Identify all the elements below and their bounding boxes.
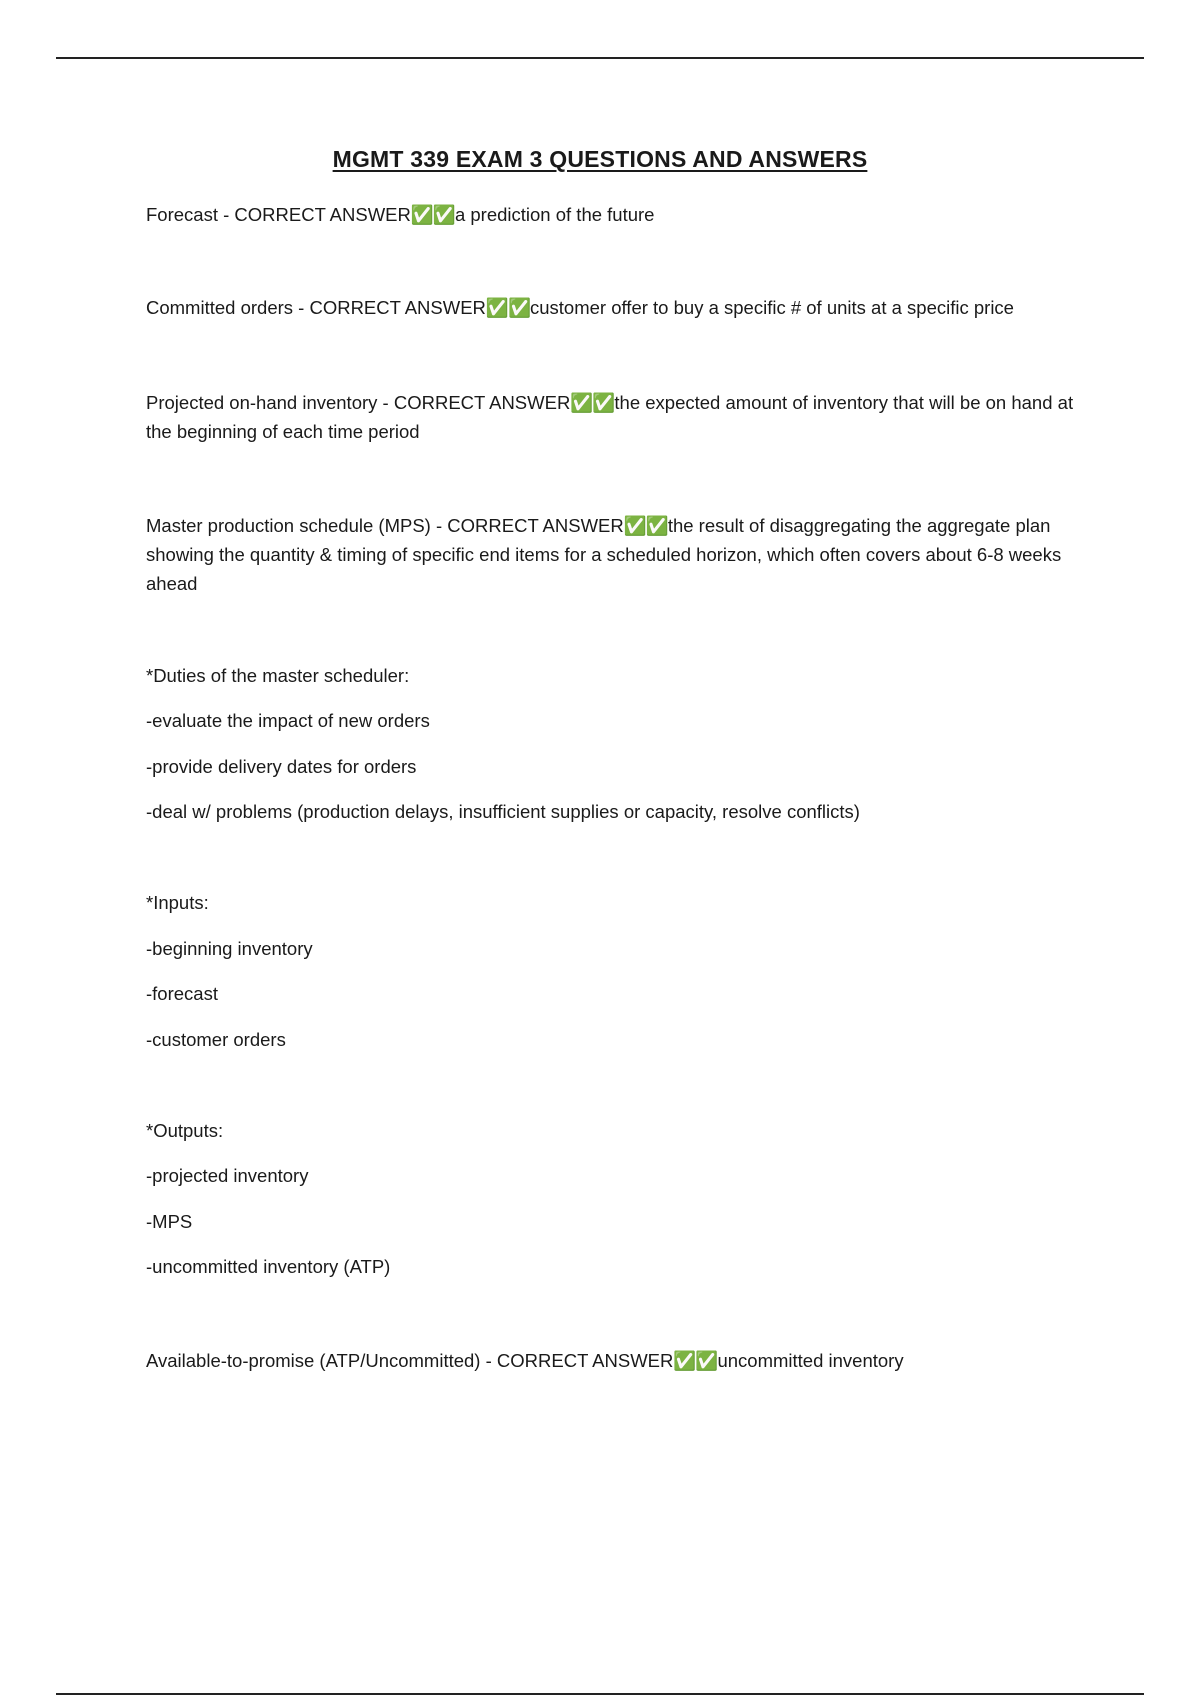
qa-separator: - CORRECT ANSWER [480, 1350, 674, 1371]
duty-item: -deal w/ problems (production delays, insufficient supplies or capacity, resolve conflicts) [146, 801, 860, 822]
double-check-icon: ✅✅ [410, 204, 455, 225]
qa-separator: - CORRECT ANSWER [293, 297, 486, 318]
qa-term: Forecast [146, 204, 218, 225]
qa-separator: - CORRECT ANSWER [377, 392, 571, 413]
input-item: -customer orders [146, 1029, 286, 1050]
qa-entry-atp [146, 1346, 1086, 1375]
duty-item: -evaluate the impact of new orders [146, 710, 430, 731]
qa-entry-mps [146, 511, 1086, 598]
qa-separator: - CORRECT ANSWER [430, 515, 624, 536]
double-check-icon: ✅✅ [570, 392, 615, 413]
qa-answer: customer offer to buy a specific # of units at a specific price [530, 297, 1014, 318]
qa-entry-committed-orders [146, 293, 1086, 322]
qa-answer: uncommitted inventory [717, 1350, 904, 1371]
top-rule [56, 57, 1144, 59]
bottom-rule [56, 1693, 1144, 1695]
qa-entry-projected-inventory [146, 388, 1086, 446]
qa-term: Master production schedule (MPS) [146, 515, 431, 536]
double-check-icon: ✅✅ [623, 515, 668, 536]
output-item: -MPS [146, 1211, 193, 1232]
qa-answer: the result of disaggregating the aggregate plan showing the quantity & timing of specific end items for a scheduled horizon, which often covers about 6-8 weeks ahead [146, 515, 1062, 594]
duty-item: -provide delivery dates for orders [146, 756, 417, 777]
page-title: MGMT 339 EXAM 3 QUESTIONS AND ANSWERS [332, 146, 868, 172]
output-item: -projected inventory [146, 1165, 309, 1186]
inputs-heading: *Inputs: [146, 892, 209, 913]
qa-answer: a prediction of the future [454, 204, 655, 225]
qa-term: Committed orders [146, 297, 294, 318]
input-item: -forecast [146, 983, 218, 1004]
qa-separator: - CORRECT ANSWER [217, 204, 411, 225]
input-item: -beginning inventory [146, 938, 313, 959]
duties-heading: *Duties of the master scheduler: [146, 665, 410, 686]
qa-entry-forecast [146, 200, 1086, 229]
qa-term: Projected on-hand inventory [146, 392, 378, 413]
output-item: -uncommitted inventory (ATP) [146, 1256, 391, 1277]
double-check-icon: ✅✅ [485, 297, 530, 318]
qa-term: Available-to-promise (ATP/Uncommitted) [146, 1350, 481, 1371]
double-check-icon: ✅✅ [673, 1350, 718, 1371]
qa-answer: the expected amount of inventory that will be on hand at the beginning of each time period [146, 392, 1074, 442]
outputs-heading: *Outputs: [146, 1120, 224, 1141]
